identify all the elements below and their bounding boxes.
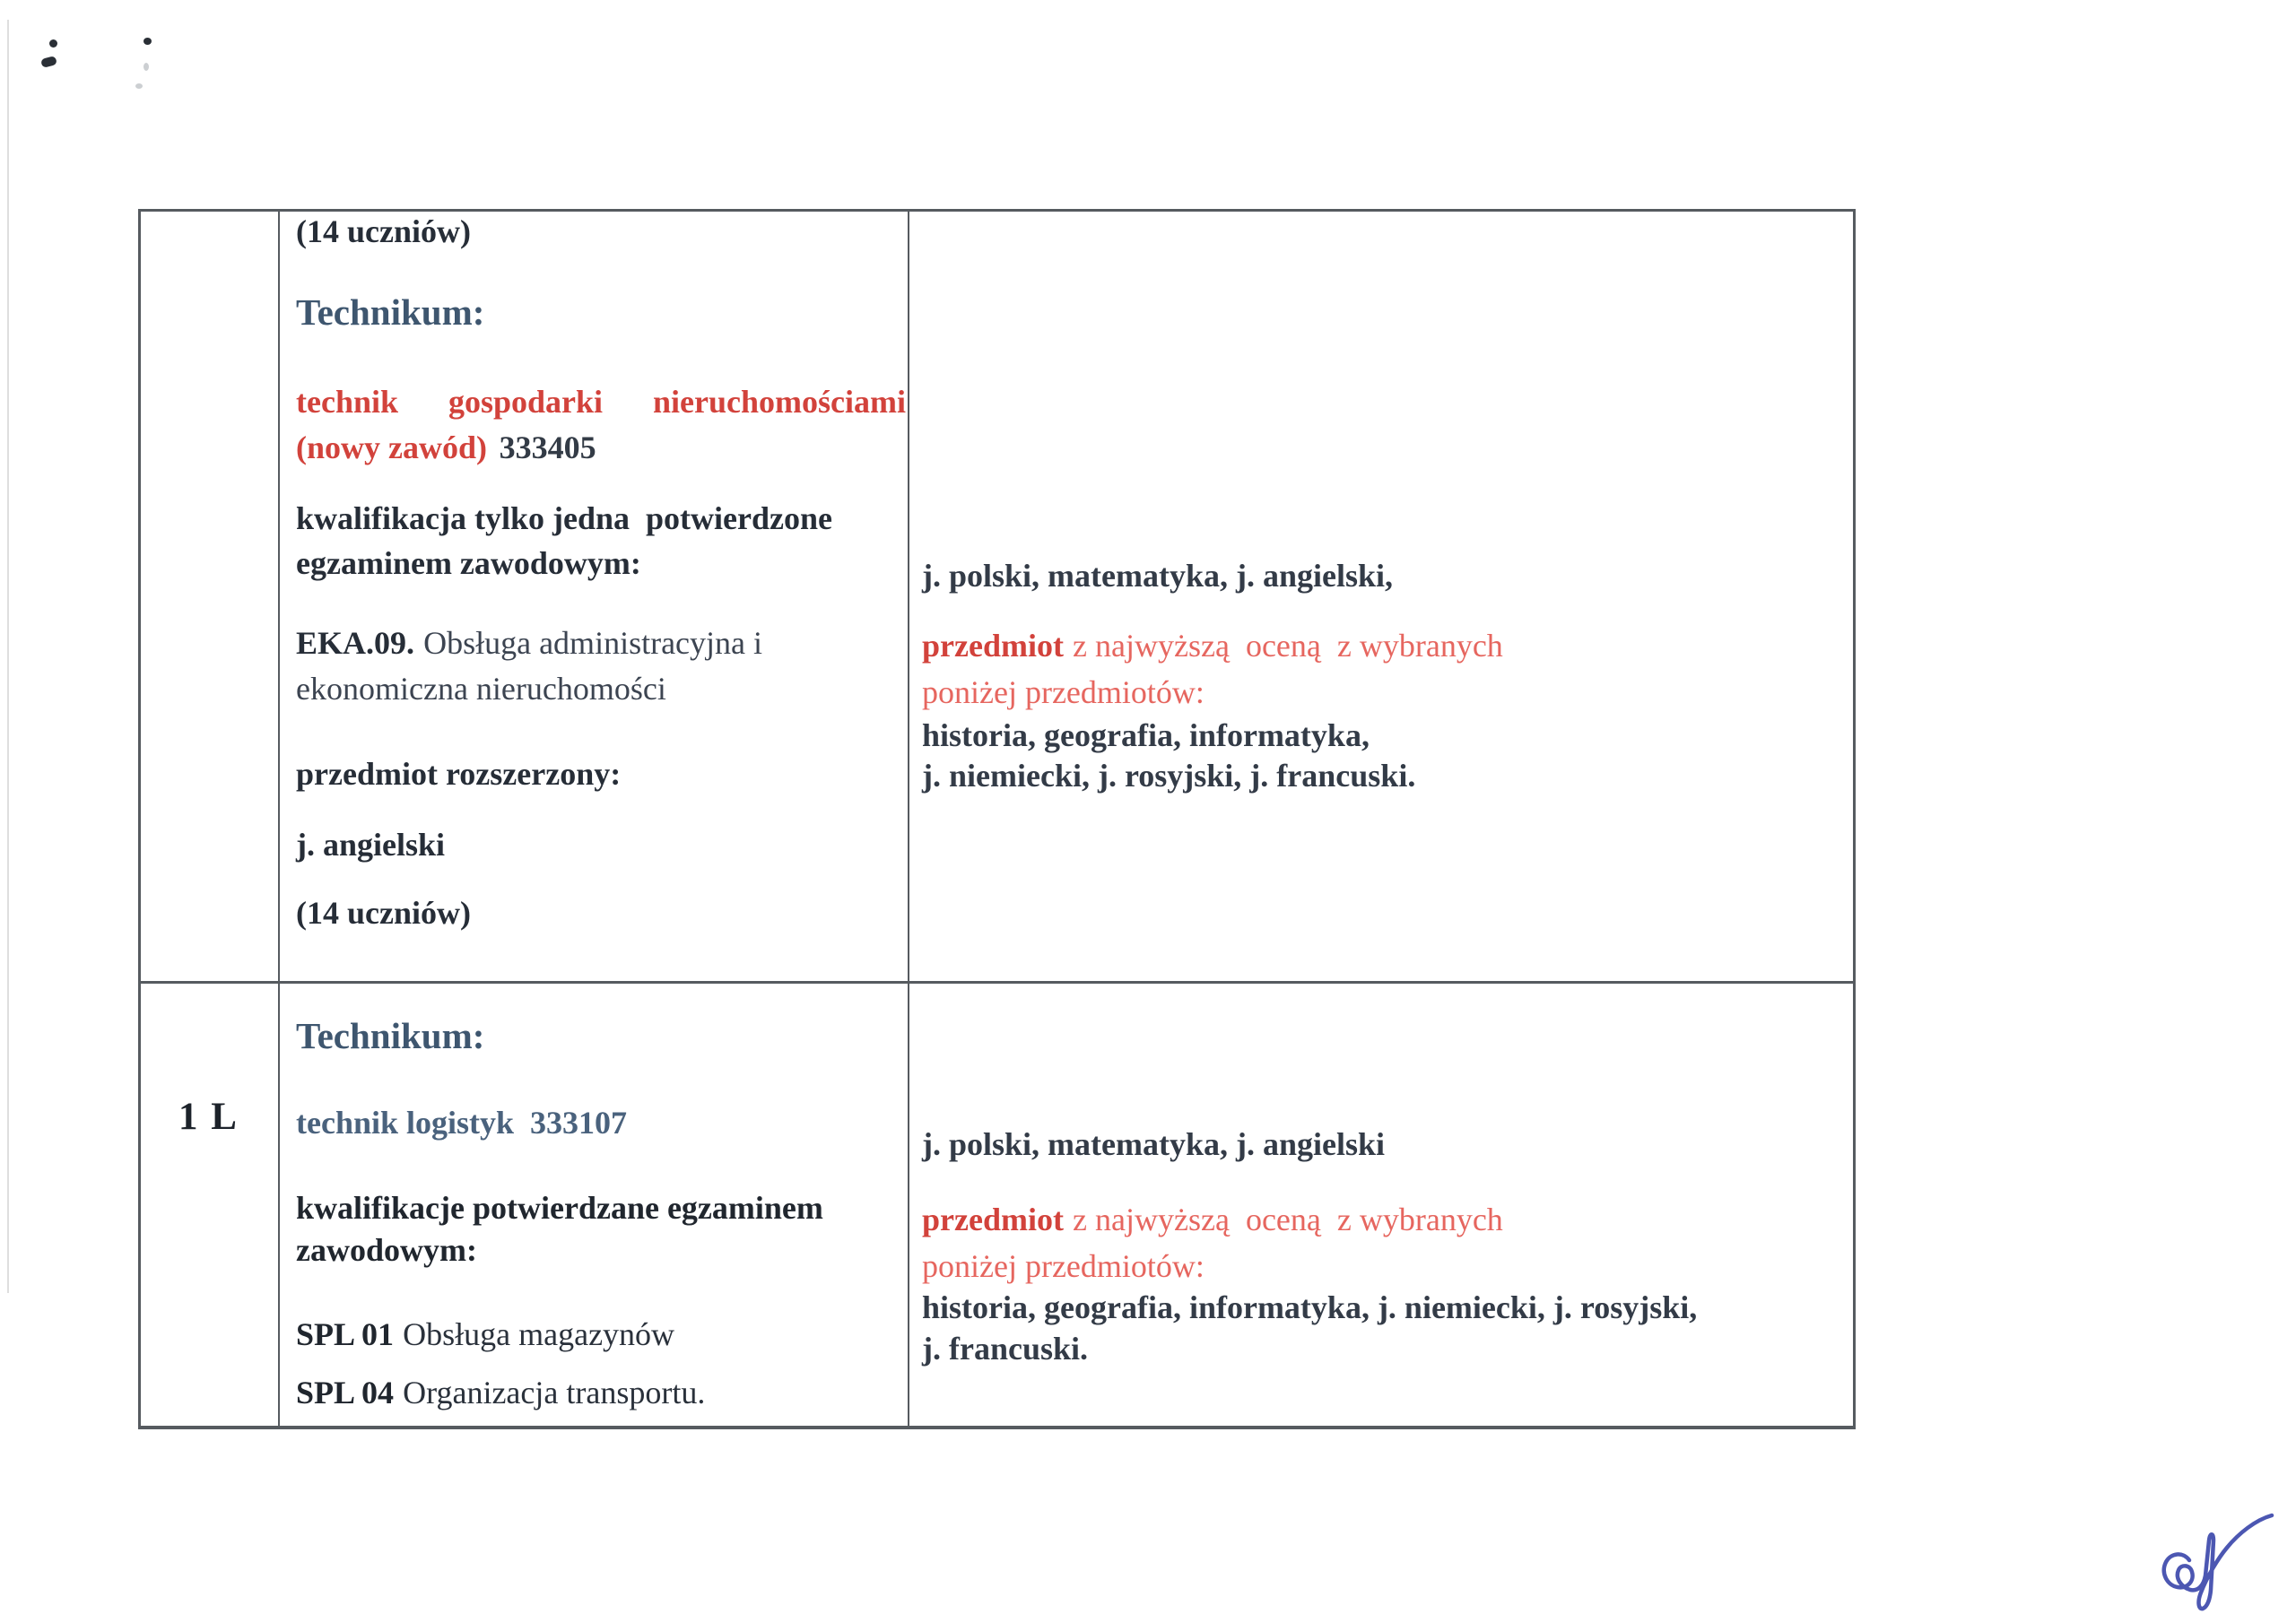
row1-profession-code-line [296,430,596,465]
row1-school-type-heading: Technikum: [296,291,485,333]
table-divider-rows [138,981,1853,984]
ink-speck [144,38,152,45]
ink-speck [144,63,149,71]
table-border-top [138,209,1856,212]
row1-profession-code: 333405 [499,430,596,465]
row1-exam-subjects-main: j. polski, matematyka, j. angielski, [922,558,1394,594]
table-divider-class-column [278,209,280,1426]
row1-optional-subjects-line2: j. niemiecki, j. rosyjski, j. francuski. [922,758,1416,794]
ink-speck [40,56,57,68]
table-divider-main-columns [908,209,909,1426]
row1-optional-subjects-line1: historia, geografia, informatyka, [922,717,1370,753]
row2-best-grade-rest: z najwyższą oceną z wybranych [1073,1202,1503,1237]
row2-best-grade-line2: poniżej przedmiotów: [922,1248,1205,1284]
signature-mark [2133,1505,2281,1621]
ink-speck [135,83,143,89]
row1-qualification-name-part2: ekonomiczna nieruchomości [296,671,666,707]
row1-profession-name: technik gospodarki nieruchomościami [296,384,906,420]
row2-class-label: 1 L [178,1096,239,1138]
row2-qualification2-name: Organizacja transportu. [403,1375,706,1410]
row2-best-grade-line1 [922,1202,1503,1237]
scan-edge-artifact [7,20,9,1293]
row2-qualification2-code: SPL 04 [296,1375,395,1410]
row2-exam-subjects-main: j. polski, matematyka, j. angielski [922,1126,1386,1162]
table-border-bottom [138,1426,1856,1429]
row2-profession-name: technik logistyk 333107 [296,1105,628,1141]
table-border-left [138,209,141,1429]
row2-qualification2 [296,1375,705,1410]
row2-qualification1-name: Obsługa magazynów [403,1316,675,1352]
table-border-right [1853,209,1856,1429]
row1-qualification-name-part1: Obsługa administracyjna i [423,625,763,661]
row1-extended-subject: j. angielski [296,827,446,863]
row1-best-grade-keyword: przedmiot [922,628,1064,664]
row2-optional-subjects-line2: j. francuski. [922,1331,1089,1367]
row2-qualification-intro-line2: zawodowym: [296,1232,477,1268]
row1-qualification-line1 [296,625,762,661]
row1-best-grade-rest: z najwyższą oceną z wybranych [1073,628,1503,664]
row1-qualification-intro-line2: egzaminem zawodowym: [296,545,641,581]
row2-qualification-intro-line1: kwalifikacje potwierdzane egzaminem [296,1190,823,1226]
row2-optional-subjects-line1: historia, geografia, informatyka, j. niemiecki, j. rosyjski, [922,1289,1698,1325]
row1-extended-subject-label: przedmiot rozszerzony: [296,756,622,792]
row1-qualification-code: EKA.09. [296,625,415,661]
row2-school-type-heading: Technikum: [296,1015,485,1056]
ink-speck [49,39,57,48]
row1-students-count-top: (14 uczniów) [296,213,471,249]
row1-best-grade-line1 [922,628,1503,664]
row2-best-grade-keyword: przedmiot [922,1202,1064,1237]
row1-best-grade-line2: poniżej przedmiotów: [922,674,1205,710]
row1-students-count-bottom: (14 uczniów) [296,895,471,931]
row2-qualification1-code: SPL 01 [296,1316,395,1352]
row2-qualification1 [296,1316,674,1352]
row1-profession-new-label: (nowy zawód) [296,430,487,465]
row1-qualification-intro-line1: kwalifikacja tylko jedna potwierdzone [296,500,832,536]
